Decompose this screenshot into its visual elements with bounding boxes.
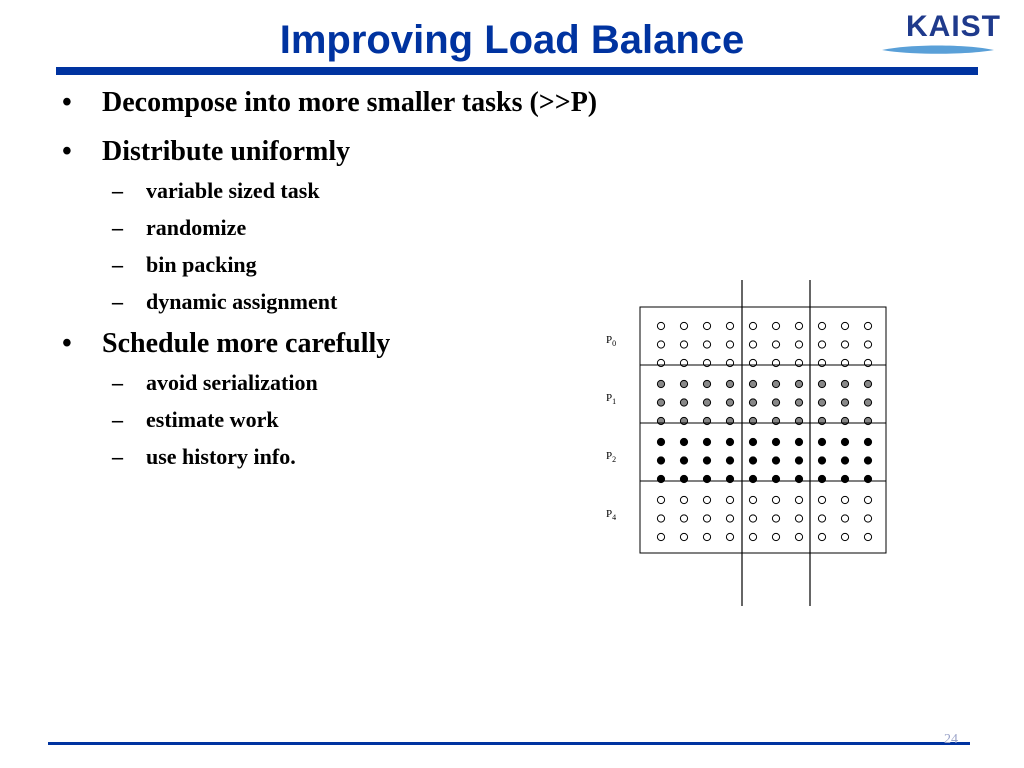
grid-point (680, 438, 687, 445)
grid-point (726, 359, 733, 366)
sub-bullet-text: use history info. (146, 444, 296, 469)
grid-point (680, 322, 687, 329)
slide-title: Improving Load Balance (279, 18, 745, 62)
grid-point (703, 322, 710, 329)
grid-point (841, 417, 848, 424)
grid-point (749, 359, 756, 366)
processor-label: $P_0$ (606, 334, 617, 348)
grid-point (749, 417, 756, 424)
grid-point (772, 417, 779, 424)
grid-point (749, 533, 756, 540)
sub-bullet-item (62, 178, 597, 204)
dash-icon: – (112, 215, 123, 240)
grid-point (795, 399, 802, 406)
grid-point (772, 457, 779, 464)
grid-point (864, 496, 871, 503)
grid-point (818, 496, 825, 503)
logo-text: KAIST (906, 10, 1001, 43)
grid-point (795, 417, 802, 424)
grid-point (749, 515, 756, 522)
grid-point (841, 399, 848, 406)
grid-point (818, 475, 825, 482)
grid-point (841, 475, 848, 482)
grid-point (726, 380, 733, 387)
grid-point (818, 533, 825, 540)
grid-point (841, 533, 848, 540)
diagram-frame (640, 307, 886, 553)
load-balance-diagram (600, 280, 900, 610)
grid-point (726, 417, 733, 424)
grid-point (772, 359, 779, 366)
grid-point (772, 496, 779, 503)
processor-label: $P_4$ (606, 508, 617, 522)
footer-divider (48, 742, 970, 745)
grid-point (841, 457, 848, 464)
grid-point (795, 515, 802, 522)
grid-point (772, 322, 779, 329)
grid-point (657, 322, 664, 329)
grid-point (841, 341, 848, 348)
grid-point (864, 380, 871, 387)
grid-point (703, 380, 710, 387)
sub-bullet-list (62, 370, 597, 470)
grid-point (841, 515, 848, 522)
diagram-canvas (600, 280, 900, 610)
grid-point (772, 475, 779, 482)
grid-point (749, 438, 756, 445)
grid-point (841, 496, 848, 503)
grid-point (680, 457, 687, 464)
grid-point (864, 359, 871, 366)
grid-point (841, 359, 848, 366)
grid-point (680, 417, 687, 424)
grid-point (680, 399, 687, 406)
grid-point (772, 515, 779, 522)
grid-point (818, 322, 825, 329)
grid-point (864, 515, 871, 522)
grid-point (703, 359, 710, 366)
grid-point (795, 496, 802, 503)
grid-point (703, 457, 710, 464)
grid-point (726, 515, 733, 522)
grid-point (749, 496, 756, 503)
processor-label: $P_2$ (606, 450, 617, 464)
sub-bullet-item (62, 444, 597, 470)
dash-icon: – (112, 289, 123, 314)
grid-point (726, 533, 733, 540)
grid-point (749, 475, 756, 482)
grid-point (749, 399, 756, 406)
title-divider (56, 67, 978, 75)
grid-point (657, 438, 664, 445)
grid-point (657, 457, 664, 464)
sub-bullet-text: dynamic assignment (146, 289, 338, 314)
grid-point (703, 341, 710, 348)
grid-point (703, 496, 710, 503)
sub-bullet-item (62, 407, 597, 433)
bullet-text: Distribute uniformly (102, 136, 351, 167)
grid-point (795, 380, 802, 387)
bullet-item (62, 86, 597, 120)
grid-point (795, 322, 802, 329)
grid-point (726, 457, 733, 464)
grid-point (795, 533, 802, 540)
grid-point (657, 359, 664, 366)
grid-point (726, 438, 733, 445)
bullet-item (62, 135, 597, 169)
dash-icon: – (112, 252, 123, 277)
bullet-item (62, 327, 597, 361)
grid-point (818, 438, 825, 445)
grid-point (818, 359, 825, 366)
processor-label: $P_1$ (606, 392, 617, 406)
bullet-text: Schedule more carefully (102, 328, 391, 359)
grid-point (864, 533, 871, 540)
grid-point (749, 341, 756, 348)
bullet-dot-icon: • (62, 136, 72, 167)
grid-point (703, 399, 710, 406)
grid-point (703, 533, 710, 540)
grid-point (772, 380, 779, 387)
dash-icon: – (112, 370, 123, 395)
grid-point (657, 496, 664, 503)
bullet-list (62, 86, 597, 482)
grid-point (818, 380, 825, 387)
page-number: 24 (944, 732, 958, 747)
grid-point (703, 515, 710, 522)
grid-point (726, 475, 733, 482)
grid-point (864, 341, 871, 348)
sub-bullet-text: randomize (146, 215, 247, 240)
grid-point (795, 475, 802, 482)
grid-point (680, 515, 687, 522)
grid-point (657, 341, 664, 348)
dash-icon: – (112, 444, 123, 469)
grid-point (795, 341, 802, 348)
grid-point (818, 341, 825, 348)
grid-point (818, 399, 825, 406)
grid-point (726, 322, 733, 329)
sub-bullet-list (62, 178, 597, 315)
grid-point (864, 399, 871, 406)
grid-point (703, 417, 710, 424)
grid-point (680, 359, 687, 366)
sub-bullet-text: variable sized task (146, 178, 320, 203)
sub-bullet-item (62, 215, 597, 241)
grid-point (680, 341, 687, 348)
grid-point (657, 399, 664, 406)
grid-point (818, 515, 825, 522)
grid-point (726, 496, 733, 503)
grid-point (818, 457, 825, 464)
grid-point (864, 457, 871, 464)
grid-point (864, 475, 871, 482)
grid-point (818, 417, 825, 424)
sub-bullet-text: bin packing (146, 252, 257, 277)
grid-point (680, 380, 687, 387)
sub-bullet-text: avoid serialization (146, 370, 318, 395)
grid-point (841, 380, 848, 387)
grid-point (749, 380, 756, 387)
sub-bullet-item (62, 252, 597, 278)
grid-point (726, 399, 733, 406)
grid-point (680, 475, 687, 482)
dash-icon: – (112, 178, 123, 203)
sub-bullet-item (62, 370, 597, 396)
grid-point (772, 438, 779, 445)
grid-point (795, 438, 802, 445)
grid-point (795, 359, 802, 366)
grid-point (680, 533, 687, 540)
grid-point (795, 457, 802, 464)
logo-swoosh-icon (880, 42, 996, 56)
grid-point (772, 533, 779, 540)
sub-bullet-item (62, 289, 597, 315)
grid-point (749, 457, 756, 464)
grid-point (864, 417, 871, 424)
grid-point (749, 322, 756, 329)
grid-point (657, 417, 664, 424)
grid-point (864, 438, 871, 445)
bullet-dot-icon: • (62, 87, 72, 118)
grid-point (657, 533, 664, 540)
dash-icon: – (112, 407, 123, 432)
grid-point (726, 341, 733, 348)
grid-point (864, 322, 871, 329)
grid-point (841, 438, 848, 445)
grid-point (657, 475, 664, 482)
grid-point (657, 380, 664, 387)
kaist-logo (880, 10, 1001, 56)
grid-point (772, 341, 779, 348)
grid-point (703, 475, 710, 482)
grid-point (841, 322, 848, 329)
grid-point (703, 438, 710, 445)
sub-bullet-text: estimate work (146, 407, 279, 432)
bullet-text: Decompose into more smaller tasks (>>P) (102, 87, 598, 118)
grid-point (680, 496, 687, 503)
bullet-dot-icon: • (62, 328, 72, 359)
grid-point (657, 515, 664, 522)
grid-point (772, 399, 779, 406)
